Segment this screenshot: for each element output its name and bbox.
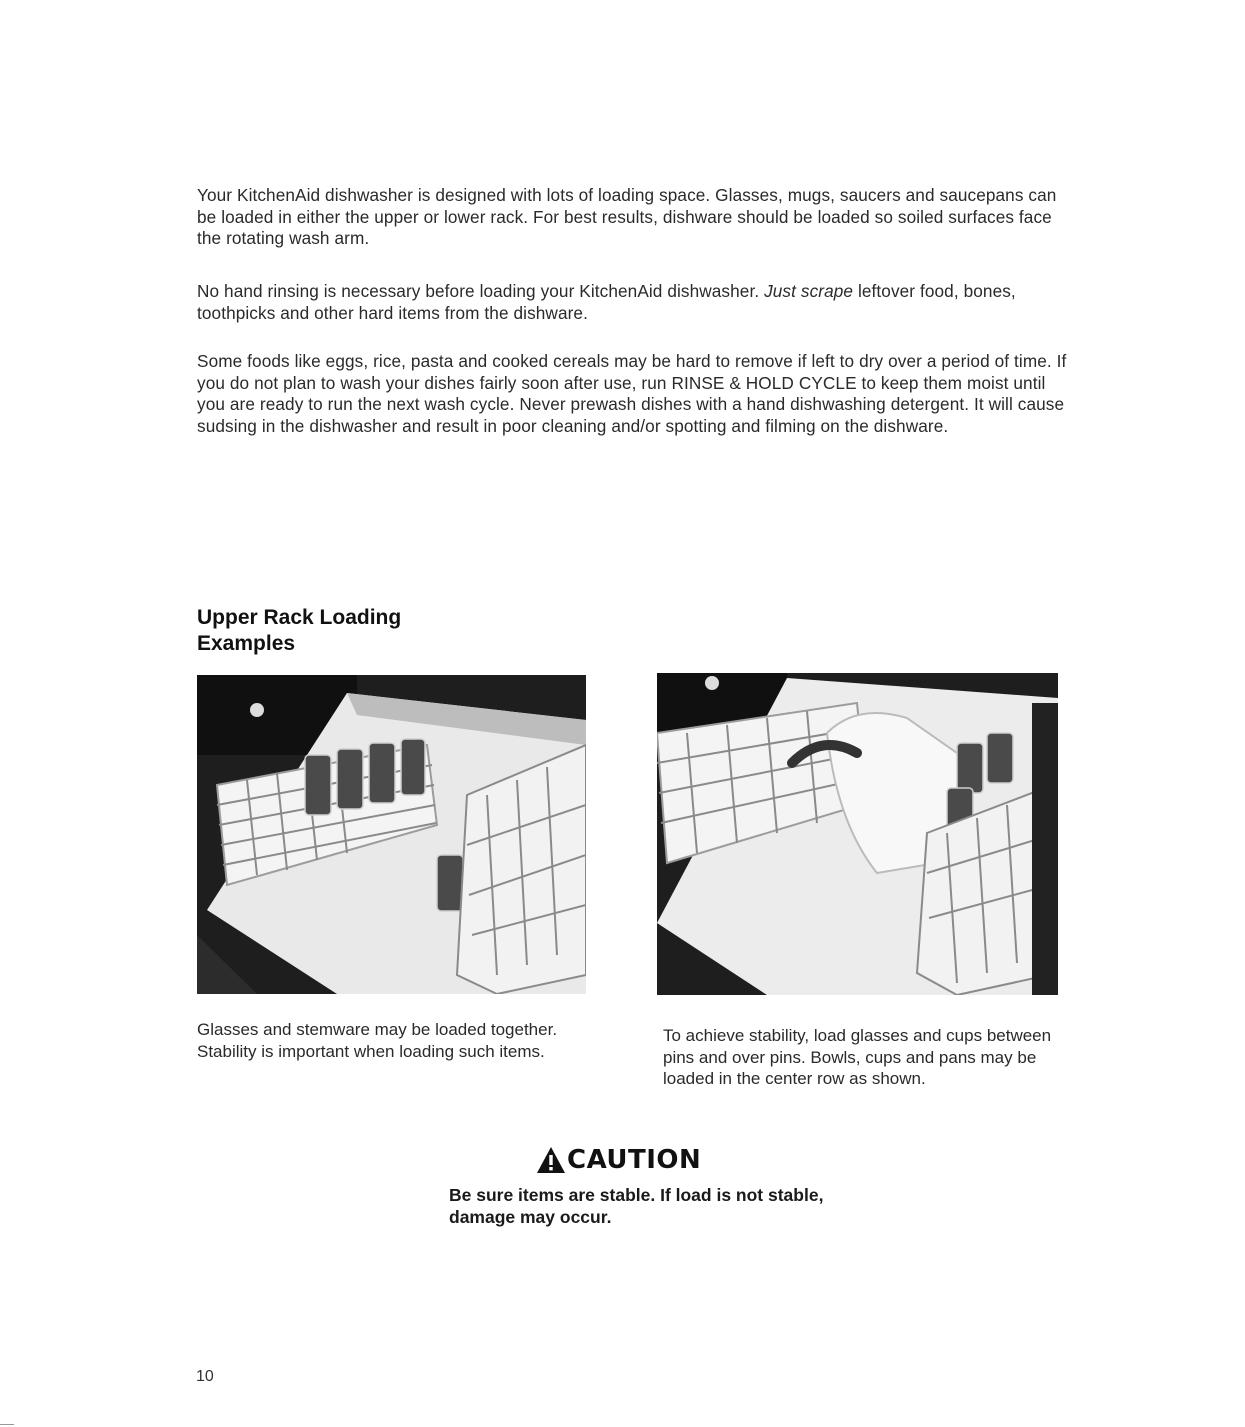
- intro-paragraph-rinsing: [197, 281, 1067, 324]
- section-title-line-1: Upper Rack Loading: [197, 606, 402, 629]
- caption-glasses-stemware: Glasses and stemware may be loaded together. Stability is important when loading such items.: [197, 1020, 558, 1061]
- caution-label: CAUTION: [567, 1145, 702, 1175]
- rinsing-text-start: No hand rinsing is necessary before loading your KitchenAid dishwasher.: [197, 281, 765, 301]
- upper-rack-cups-photo: [657, 673, 1058, 995]
- warning-triangle-icon: [536, 1146, 566, 1174]
- page-number: 10: [196, 1368, 214, 1385]
- page-edge-mark: [0, 1424, 14, 1425]
- caution-text: Be sure items are stable. If load is not stable, damage may occur.: [449, 1185, 824, 1227]
- section-title: [197, 605, 401, 657]
- caution-heading: [536, 1145, 701, 1175]
- section-title-line-2: Examples: [197, 632, 296, 655]
- upper-rack-glasses-photo: [197, 675, 586, 994]
- intro-paragraph-loading-space: Your KitchenAid dishwasher is designed with lots of loading space. Glasses, mugs, saucers and saucepans can be loaded in either the upper or lower rack. For best results, dishware should be loaded so soiled surfaces face the rotating wash arm.: [197, 185, 1057, 249]
- caption-glasses-cups: To achieve stability, load glasses and cups between pins and over pins. Bowls, cups and pans may be loaded in the center row as shown.: [663, 1026, 1052, 1088]
- intro-paragraph-foods: Some foods like eggs, rice, pasta and cooked cereals may be hard to remove if left to dry over a period of time. If you do not plan to wash your dishes fairly soon after use, run RINSE & HOLD CYCLE to keep them moist until you are ready to run the next wash cycle. Never prewash dishes with a hand dishwashing detergent. It will cause sudsing in the dishwasher and result in poor cleaning and/or spotting and filming on the dishware.: [197, 351, 1067, 436]
- rinsing-text-end: leftover food, bones, toothpicks and other hard items from the dishware.: [197, 281, 1016, 323]
- rinsing-emphasis: Just scrape: [764, 281, 854, 301]
